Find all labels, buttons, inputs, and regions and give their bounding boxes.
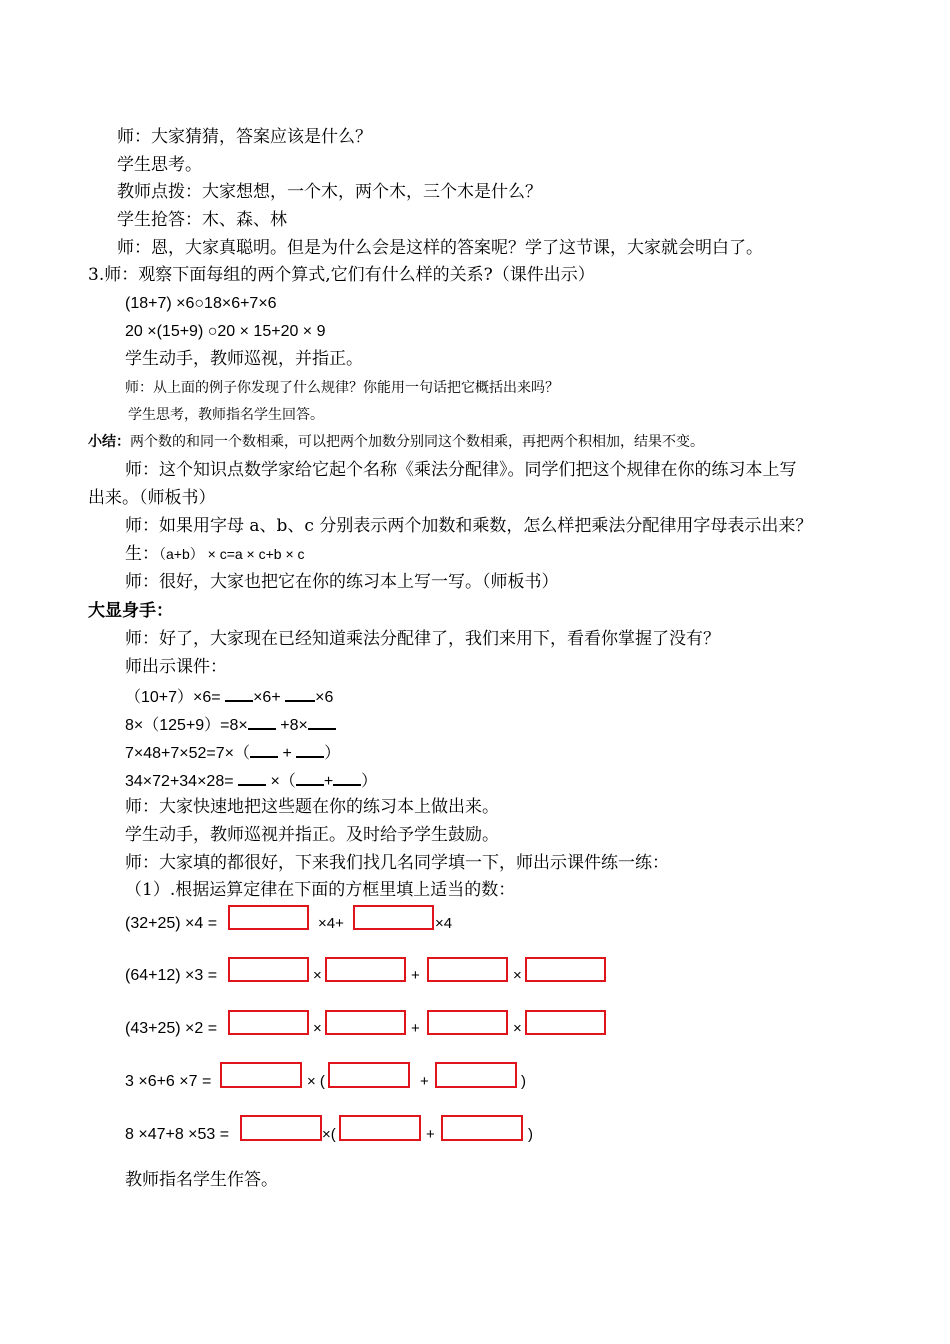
answer-box[interactable] [353,905,434,930]
answer-box[interactable] [427,957,508,982]
exercise-3-op2: + [411,1020,420,1037]
exercise-1-op2: ×4 [435,915,453,932]
practice-line-2: 师出示课件： [125,657,227,677]
expr2-a: 8×（125+9）=8× [125,717,248,734]
exercise-2-op3: × [513,967,522,984]
practice-line-1: 师：好了，大家现在已经知道乘法分配律了，我们来用下，看看你掌握了没有？ [125,629,720,649]
expr2-b: +8× [275,717,308,734]
exercise-3-op3: × [513,1020,522,1037]
exercise-4-op2: + [420,1073,429,1090]
practice-expr-1 [125,684,333,709]
practice-expr-4 [125,768,377,793]
exercise-4-lhs: 3 ×6+6 ×7 = [125,1073,212,1090]
blank [296,740,324,758]
exercise-5-op3: ) [528,1126,533,1143]
step3-expr-2: 20 ×(15+9) ○20 × 15+20 × 9 [125,323,326,340]
exercise-5-op2: + [426,1126,435,1143]
answer-box[interactable] [325,957,406,982]
blank [285,684,315,702]
practice-line-6: （1）.根据运算定律在下面的方框里填上适当的数： [125,880,516,900]
answer-box[interactable] [228,905,309,930]
expr1-b: ×6+ [253,689,286,706]
exercise-3-op1: × [313,1020,322,1037]
answer-box[interactable] [328,1062,410,1088]
exercise-5-op1: ×( [322,1126,336,1143]
summary-label: 小结： [88,434,130,450]
answer-box[interactable] [525,1010,606,1035]
practice-expr-3 [125,740,340,765]
blank [250,740,278,758]
summary-para-1: 师：这个知识点数学家给它起个名称《乘法分配律》。同学们把这个规律在你的练习本上写 [125,460,797,480]
answer-box[interactable] [427,1010,508,1035]
intro-line-3: 教师点拨：大家想想，一个木，两个木，三个木是什么？ [117,182,542,202]
intro-line-5: 师：恩，大家真聪明。但是为什么会是这样的答案呢？学了这节课，大家就会明白了。 [117,238,763,258]
answer-box[interactable] [325,1010,406,1035]
blank [248,712,276,730]
practice-heading: 大显身手： [88,601,173,621]
summary-para-2: 师：如果用字母 a、b、c 分别表示两个加数和乘数，怎么样把乘法分配律用字母表示出来？ [125,516,813,536]
blank [308,712,336,730]
intro-line-1: 师：大家猜猜，答案应该是什么？ [117,127,372,147]
expr3-a: 7×48+7×52=7×（ [125,745,251,762]
exercise-3-lhs: (43+25) ×2 = [125,1020,218,1037]
expr4-c: + [323,773,334,790]
closing-line: 教师指名学生作答。 [125,1170,278,1190]
practice-line-4: 学生动手，教师巡视并指正。及时给予学生鼓励。 [125,825,499,845]
summary-para-4: 师：很好，大家也把它在你的练习本上写一写。（师板书） [125,572,559,592]
practice-line-5: 师：大家填的都很好，下来我们找几名同学填一下，师出示课件练一练： [125,853,669,873]
step3-line-2: 师：从上面的例子你发现了什么规律？你能用一句话把它概括出来吗？ [125,380,559,396]
answer-box[interactable] [228,1010,309,1035]
answer-box[interactable] [240,1115,322,1141]
answer-box[interactable] [525,957,606,982]
exercise-5-lhs: 8 ×47+8 ×53 = [125,1126,230,1143]
answer-box[interactable] [228,957,309,982]
summary-para-1b: 出来。（师板书） [88,488,216,508]
exercise-2-lhs: (64+12) ×3 = [125,967,218,984]
blank [238,768,266,786]
expr4-d: ） [361,773,378,790]
exercise-1-lhs: (32+25) ×4 = [125,915,218,932]
blank [296,768,324,786]
answer-box[interactable] [441,1115,523,1141]
summary-para-3 [125,543,305,565]
step3-title: 3.师：观察下面每组的两个算式,它们有什么样的关系?（课件出示） [88,265,595,285]
expr4-b: ×（ [266,773,296,790]
expr1-c: ×6 [315,689,334,706]
step3-line-1: 学生动手，教师巡视，并指正。 [125,349,363,369]
exercise-4-op3: ) [521,1073,526,1090]
expr3-b: + [278,745,297,762]
step3-expr-1: (18+7) ×6○18×6+7×6 [125,295,277,312]
exercise-4-op1: × ( [307,1073,325,1090]
intro-line-2: 学生思考。 [117,155,202,175]
intro-line-4: 学生抢答：木、森、林 [117,210,287,230]
answer-box[interactable] [339,1115,421,1141]
summary-para-3-prefix: 生： [125,544,159,564]
expr1-a: （10+7）×6= [125,689,226,706]
summary-line [88,431,704,453]
step3-line-3: 学生思考，教师指名学生回答。 [128,407,324,423]
expr3-c: ） [324,745,341,762]
formula: （a+b） × c=a × c+b × c [159,546,305,562]
practice-expr-2 [125,712,336,737]
exercise-2-op1: × [313,967,322,984]
answer-box[interactable] [220,1062,302,1088]
exercise-1-op1: ×4+ [318,915,344,932]
summary-text: 两个数的和同一个数相乘，可以把两个加数分别同这个数相乘，再把两个积相加，结果不变。 [130,434,704,450]
blank [225,684,253,702]
blank [333,768,361,786]
expr4-a: 34×72+34×28= [125,773,239,790]
practice-line-3: 师：大家快速地把这些题在你的练习本上做出来。 [125,797,499,817]
answer-box[interactable] [435,1062,517,1088]
exercise-2-op2: + [411,967,420,984]
